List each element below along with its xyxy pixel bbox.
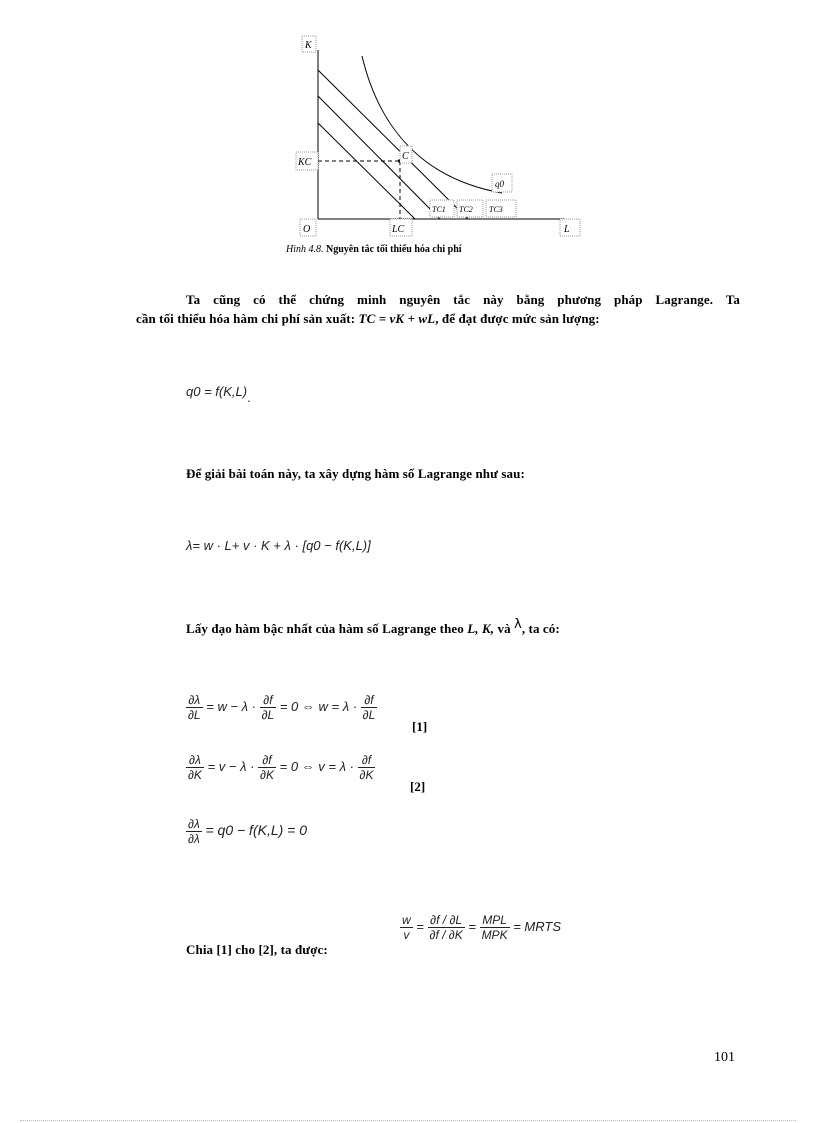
label-tc3: TC3 [489,205,503,214]
tc-formula: TC = vK + wL [358,311,436,326]
constraint-formula: q0 = f(K,L) [186,384,248,399]
label-o: O [303,224,311,235]
mp-fraction: $\frac{\text{MPL}}{\text{MPK}}$ [481,913,508,942]
caption-text: Nguyên tắc tối thiểu hóa chi phí [326,244,462,255]
equation-3 [186,818,307,845]
bottom-dotted-rule [20,1120,796,1121]
label-kc: KC [298,157,312,168]
p3-vars: L, K, [467,621,495,636]
p3-lambda: λ [514,617,522,632]
eq1-rest: = 0 ⇔ w = λ · [279,698,358,714]
eq1-f-fraction: $\frac{\partial f}{\partial L}$ [261,693,275,722]
eq3-lhs-fraction: $\frac{\partial\lambda}{\partial\lambda}$ [188,817,200,846]
paragraph-1-line-2 [136,311,600,327]
equation-1-tag: [1] [412,719,428,734]
division-label: Chia [1] cho [2], ta được: [186,942,328,957]
label-tc1: TC1 [432,205,446,214]
line2-prefix: cần tối thiểu hóa hàm chi phí sản xuất: [136,311,356,326]
label-l: L [564,224,570,235]
eq1-f-fraction-2: $\frac{\partial f}{\partial L}$ [362,693,376,722]
constraint-equation [186,384,251,405]
eq2-f-fraction: $\frac{\partial f}{\partial K}$ [260,753,274,782]
p3-prefix: Lấy đạo hàm bậc nhất của hàm số Lagrange theo [186,621,464,636]
wv-fraction: $\frac{w}{v}$ [402,913,411,942]
isocost-line-2 [318,96,440,219]
label-q0: q0 [495,179,504,189]
p3-and: và [497,621,511,636]
isoquant-curve [362,56,502,193]
figure [290,28,590,243]
page-number: 101 [714,1050,735,1065]
paragraph-1-line-1: Ta cũng có thể chứng minh nguyên tắc này bằng phương pháp Lagrange. Ta [186,292,740,307]
label-c: C [402,151,409,162]
eq3-rest: = q0 − f(K,L) = 0 [205,821,308,838]
eq2-f-fraction-2: $\frac{\partial f}{\partial K}$ [359,753,374,782]
paragraph-3 [186,617,560,637]
eq2-mid: = v − λ · [207,758,255,774]
equation-2-tag: [2] [410,779,426,794]
isocost-diagram [290,28,590,243]
caption-label: Hình 4.8. [286,244,324,255]
eq2-lhs-fraction: $\frac{\partial\lambda}{\partial K}$ [188,753,202,782]
line2-suffix: , để đạt được mức sản lượng: [435,311,600,326]
paragraph-2: Để giải bài toán này, ta xây dựng hàm số Lagrange như sau: [186,466,525,481]
equation-2 [186,754,375,781]
label-k: K [305,40,312,51]
eq1-lhs-fraction: $\frac{\partial\lambda}{\partial L}$ [188,693,201,722]
p3-suffix: , ta có: [521,621,560,636]
figure-caption [286,244,462,255]
equation-1 [186,694,377,721]
label-tc2: TC2 [459,205,473,214]
constraint-trail: . [247,390,251,405]
mrts-result: = MRTS [513,918,562,934]
division-equation: $\frac{w}{v}$ = $\frac{\partial f / \partial L}{\partial f / \partial K}$ = $\frac{\text{MPL}}{\text{MPK}}$ = MRTS [402,913,562,942]
lagrangian-equation: λ= w · L+ v · K + λ · [q0 − f(K,L)] [186,538,371,553]
label-lc: LC [392,224,405,235]
partial-fraction: $\frac{\partial f / \partial L}{\partial f / \partial K}$ [429,913,463,942]
eq1-mid: = w − λ · [206,698,256,714]
eq2-rest: = 0 ⇔ v = λ · [279,758,354,774]
